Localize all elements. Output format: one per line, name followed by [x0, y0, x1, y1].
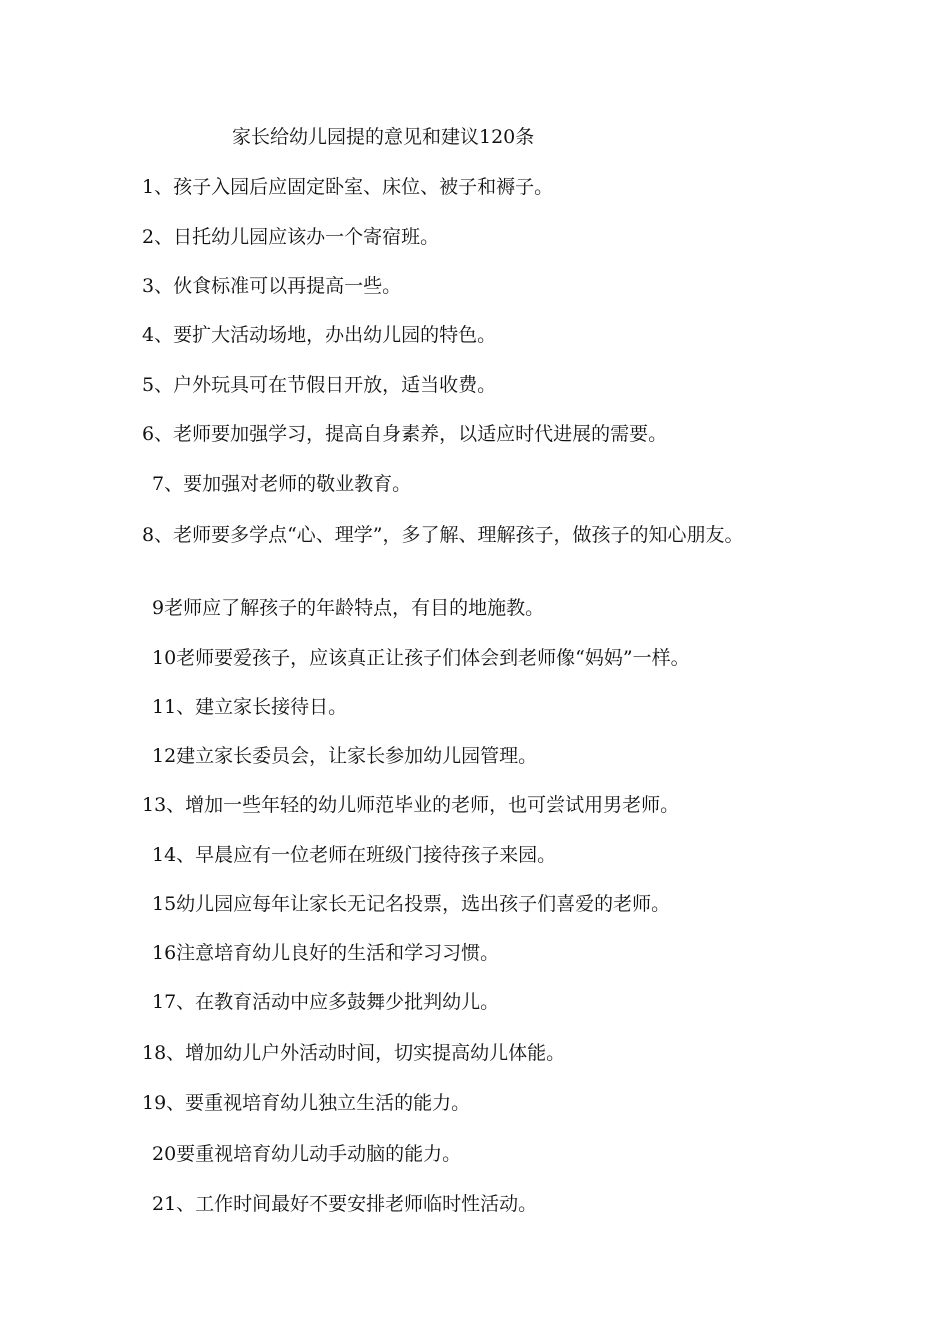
document-title: 家长给幼儿园提的意见和建议120条: [232, 126, 535, 148]
list-item: 19、要重视培育幼儿独立生活的能力。: [142, 1092, 471, 1114]
list-item: 16注意培育幼儿良好的生活和学习习惯。: [152, 942, 500, 964]
list-item: 7、要加强对老师的敬业教育。: [152, 473, 412, 495]
list-item: 4、要扩大活动场地，办出幼儿园的特色。: [142, 324, 497, 346]
list-item: 18、增加幼儿户外活动时间，切实提高幼儿体能。: [142, 1042, 566, 1064]
list-item: 12建立家长委员会，让家长参加幼儿园管理。: [152, 745, 538, 767]
list-item: 17、在教育活动中应多鼓舞少批判幼儿。: [152, 991, 500, 1013]
list-item: 5、户外玩具可在节假日开放，适当收费。: [142, 374, 497, 396]
list-item: 1、孩子入园后应固定卧室、床位、被子和褥子。: [142, 176, 554, 198]
list-item: 3、伙食标准可以再提高一些。: [142, 275, 402, 297]
list-item: 21、工作时间最好不要安排老师临时性活动。: [152, 1193, 538, 1215]
list-item: 14、早晨应有一位老师在班级门接待孩子来园。: [152, 844, 557, 866]
list-item: 2、日托幼儿园应该办一个寄宿班。: [142, 226, 440, 248]
list-item: 10老师要爱孩子，应该真正让孩子们体会到老师像“妈妈”一样。: [152, 647, 690, 669]
list-item: 13、增加一些年轻的幼儿师范毕业的老师，也可尝试用男老师。: [142, 794, 680, 816]
list-item: 20要重视培育幼儿动手动脑的能力。: [152, 1143, 462, 1165]
list-item: 15幼儿园应每年让家长无记名投票，选出孩子们喜爱的老师。: [152, 893, 671, 915]
list-item: 11、建立家长接待日。: [152, 696, 348, 718]
list-item: 8、老师要多学点“心、理学”，多了解、理解孩子，做孩子的知心朋友。: [142, 524, 744, 546]
list-item: 6、老师要加强学习，提高自身素养，以适应时代进展的需要。: [142, 423, 668, 445]
list-item: 9老师应了解孩子的年龄特点，有目的地施教。: [152, 597, 545, 619]
